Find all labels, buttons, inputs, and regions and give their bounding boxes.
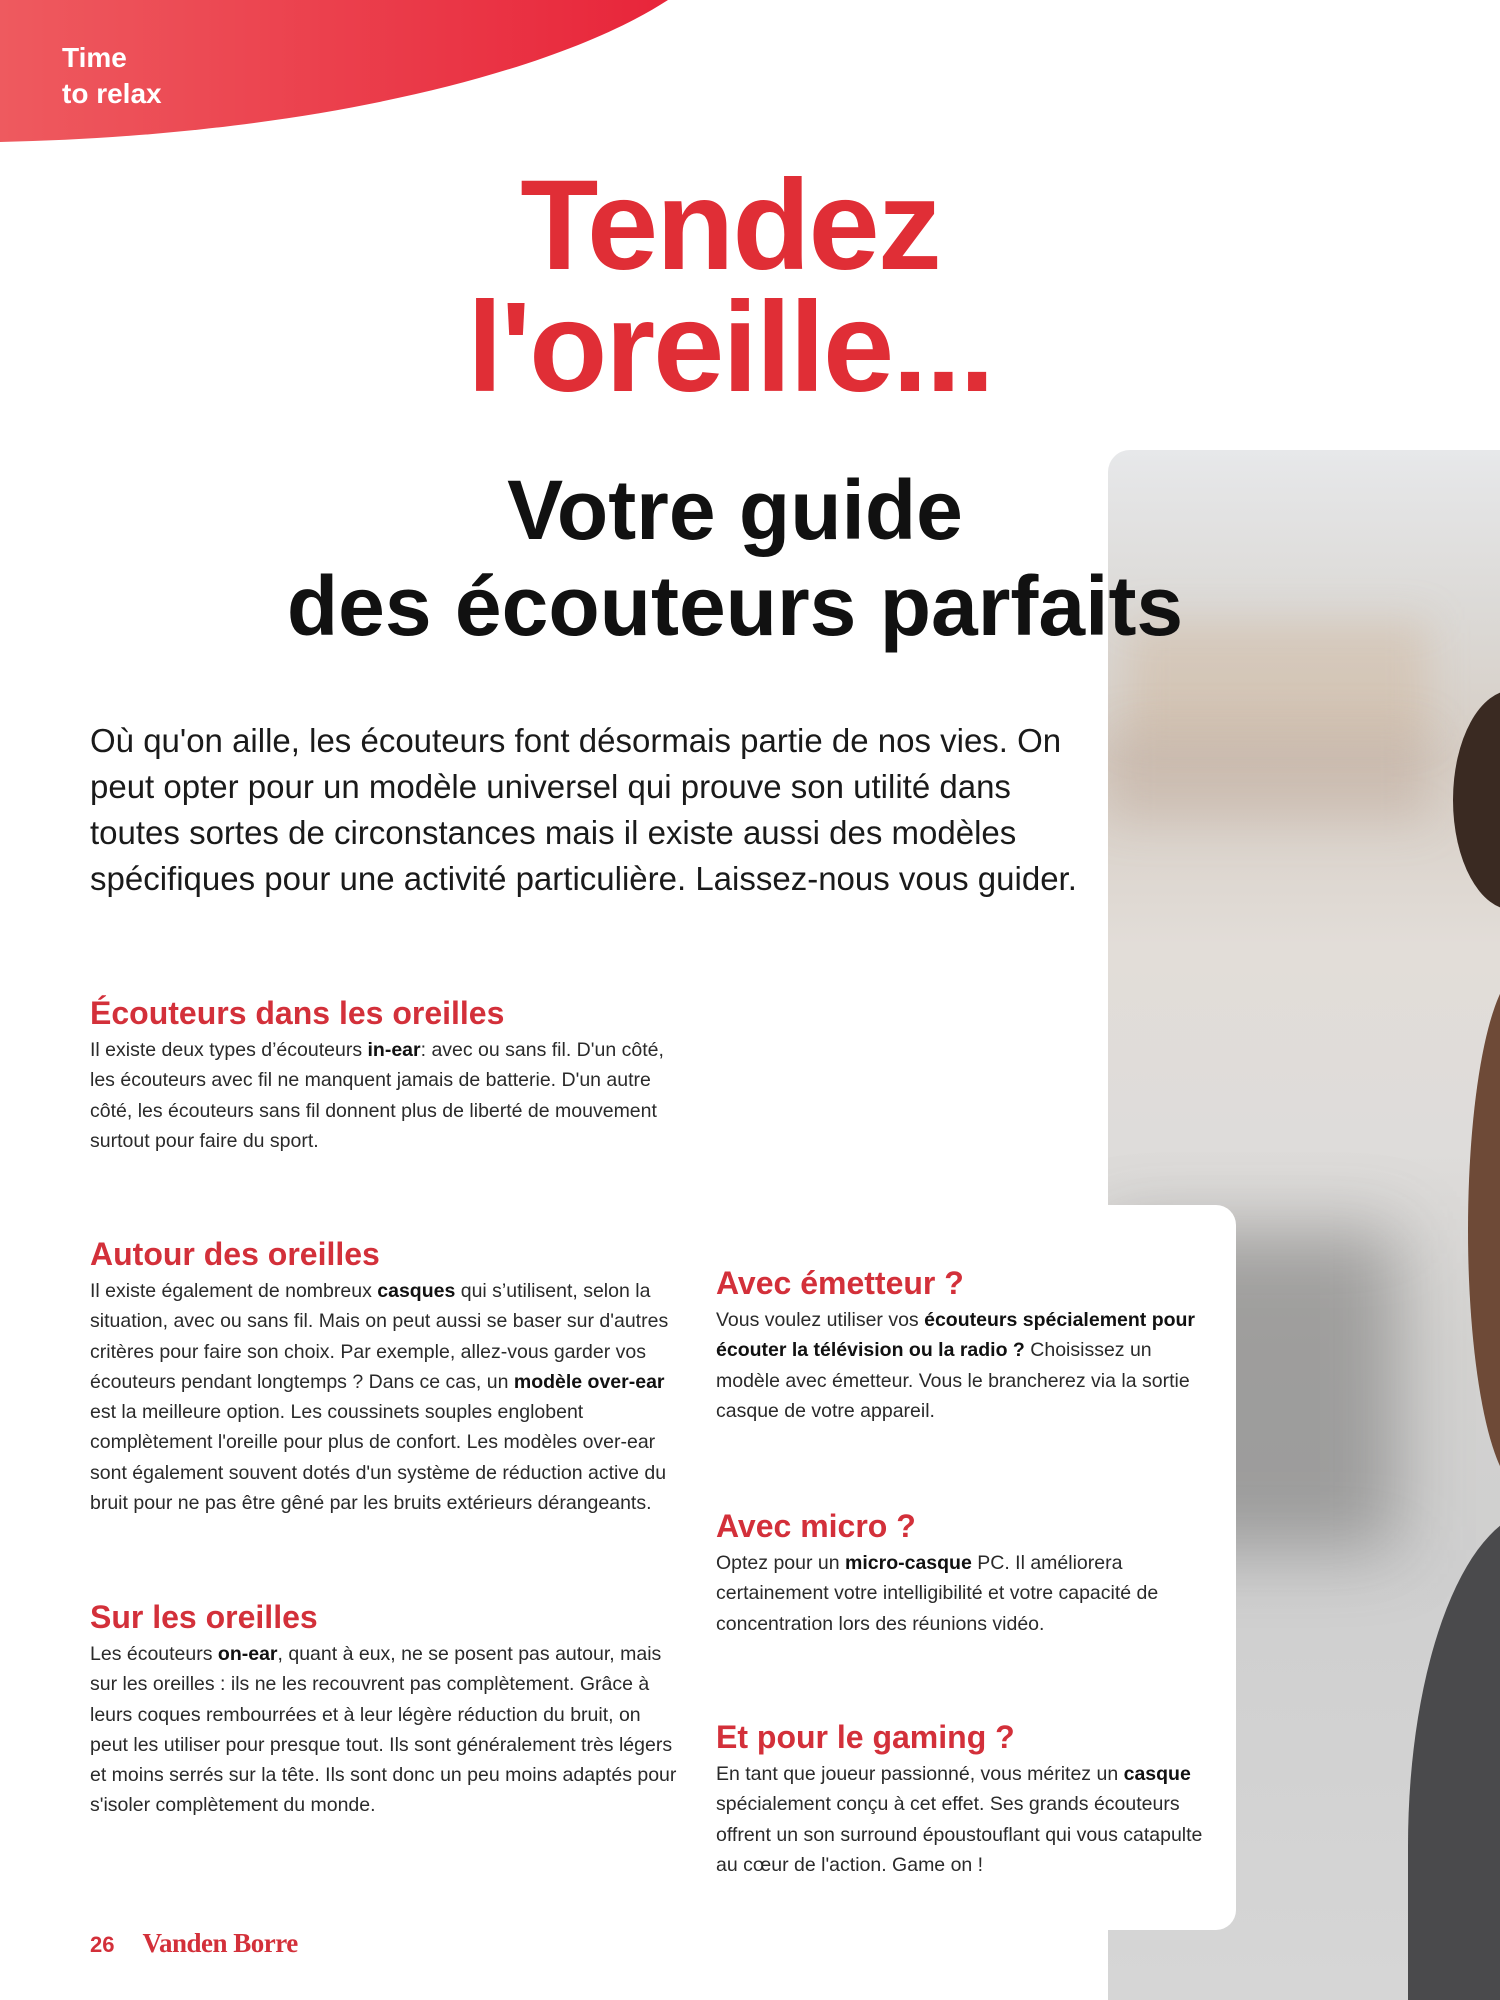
- body-text: Les écouteurs: [90, 1643, 218, 1665]
- tagline: [62, 40, 162, 112]
- subtitle-line-1: Votre guide: [507, 463, 963, 557]
- body-text: est la meilleure option. Les coussinets souples englobent complètement l'oreille pour plus de confort. Les modèles over-ear sont également souvent dotés d'un système de réduction active du bruit pour ne pas être gêné par les bruits extérieurs dérangeants.: [90, 1401, 667, 1515]
- section-heading: Autour des oreilles: [90, 1236, 380, 1272]
- body-text: Choisissez un modèle avec émetteur. Vous le brancherez via la sortie casque de votre appareil.: [716, 1339, 1190, 1422]
- section-transmitter: [716, 1264, 1216, 1426]
- body-text: Optez pour un: [716, 1552, 845, 1574]
- page-number: 26: [90, 1932, 115, 1957]
- tagline-line-1: Time: [62, 42, 127, 73]
- section-heading: Et pour le gaming ?: [716, 1719, 1015, 1755]
- photo-person-sweater: [1408, 1510, 1500, 2000]
- section-body: [90, 1276, 680, 1518]
- body-bold: in-ear: [367, 1039, 421, 1061]
- section-on-ear: [90, 1598, 680, 1821]
- body-bold: casques: [377, 1280, 456, 1302]
- body-bold: micro-casque: [845, 1552, 972, 1574]
- body-text: , quant à eux, ne se posent pas autour, mais sur les oreilles : ils ne les recouvrent pas complètement. Grâce à leurs coques rembourrées et à leur légère réduction du bruit, on peut les utiliser pour presque tout. Ils sont généralement très légers et moins serrés sur la tête. Ils sont donc un peu moins adaptés pour s'isoler complètement du monde.: [90, 1643, 677, 1817]
- body-bold: casque: [1123, 1763, 1191, 1785]
- body-bold: on-ear: [217, 1643, 278, 1665]
- subtitle: [240, 462, 1230, 654]
- section-heading: Écouteurs dans les oreilles: [90, 995, 505, 1031]
- section-body: [90, 1035, 670, 1156]
- main-title-line-2: l'oreille...: [467, 276, 993, 419]
- photo-person-face: [1468, 970, 1500, 1490]
- tagline-line-2: to relax: [62, 78, 162, 109]
- brand-logo: Vanden Borre: [142, 1928, 298, 1958]
- main-title: [300, 154, 1160, 419]
- section-body: [716, 1305, 1216, 1426]
- body-text: : avec ou sans fil. D'un côté, les écouteurs avec fil ne manquent jamais de batterie. D'un autre côté, les écouteurs sans fil donnent plus de liberté de mouvement surtout pour faire du sport.: [90, 1039, 664, 1152]
- section-in-ear: [90, 994, 670, 1156]
- body-text: Il existe également de nombreux: [90, 1280, 378, 1302]
- section-body: [716, 1759, 1216, 1880]
- section-heading: Avec émetteur ?: [716, 1265, 964, 1301]
- corner-banner: [0, 0, 680, 145]
- main-title-line-1: Tendez: [520, 154, 940, 297]
- section-body: [90, 1639, 680, 1821]
- section-microphone: [716, 1507, 1216, 1639]
- section-heading: Sur les oreilles: [90, 1599, 318, 1635]
- body-text: PC. Il améliorera certainement votre intelligibilité et votre capacité de concentration lors des réunions vidéo.: [716, 1552, 1159, 1635]
- photo-background-blur: [1108, 730, 1428, 820]
- section-body: [716, 1548, 1216, 1639]
- body-text: spécialement conçu à cet effet. Ses grands écouteurs offrent un son surround époustouflant qui vous catapulte au cœur de l'action. Game on !: [716, 1793, 1203, 1876]
- page-footer: [90, 1928, 298, 1960]
- subtitle-line-2: des écouteurs parfaits: [286, 559, 1184, 653]
- body-bold: écouteurs spécialement pour écouter la télévision ou la radio ?: [716, 1309, 1196, 1362]
- photo-person-hair: [1453, 690, 1500, 910]
- section-around-ear: [90, 1235, 680, 1518]
- body-text: qui s’utilisent, selon la situation, avec ou sans fil. Mais on peut aussi se baser sur d'autres critères pour faire son choix. Par exemple, allez-vous garder vos écouteurs pendant longtemps ? Dans ce cas, un: [90, 1280, 669, 1393]
- section-gaming: [716, 1718, 1216, 1880]
- body-text: Vous voulez utiliser vos: [716, 1309, 925, 1331]
- body-bold: modèle over-ear: [513, 1370, 665, 1393]
- section-heading: Avec micro ?: [716, 1508, 916, 1544]
- body-text: Il existe deux types d’écouteurs: [90, 1039, 368, 1061]
- body-text: En tant que joueur passionné, vous méritez un: [716, 1763, 1124, 1785]
- intro-paragraph: Où qu'on aille, les écouteurs font désormais partie de nos vies. On peut opter pour un modèle universel qui prouve son utilité dans toutes sortes de circonstances mais il existe aussi des modèles spécifiques pour une activité particulière. Laissez-nous vous guider.: [90, 722, 1077, 897]
